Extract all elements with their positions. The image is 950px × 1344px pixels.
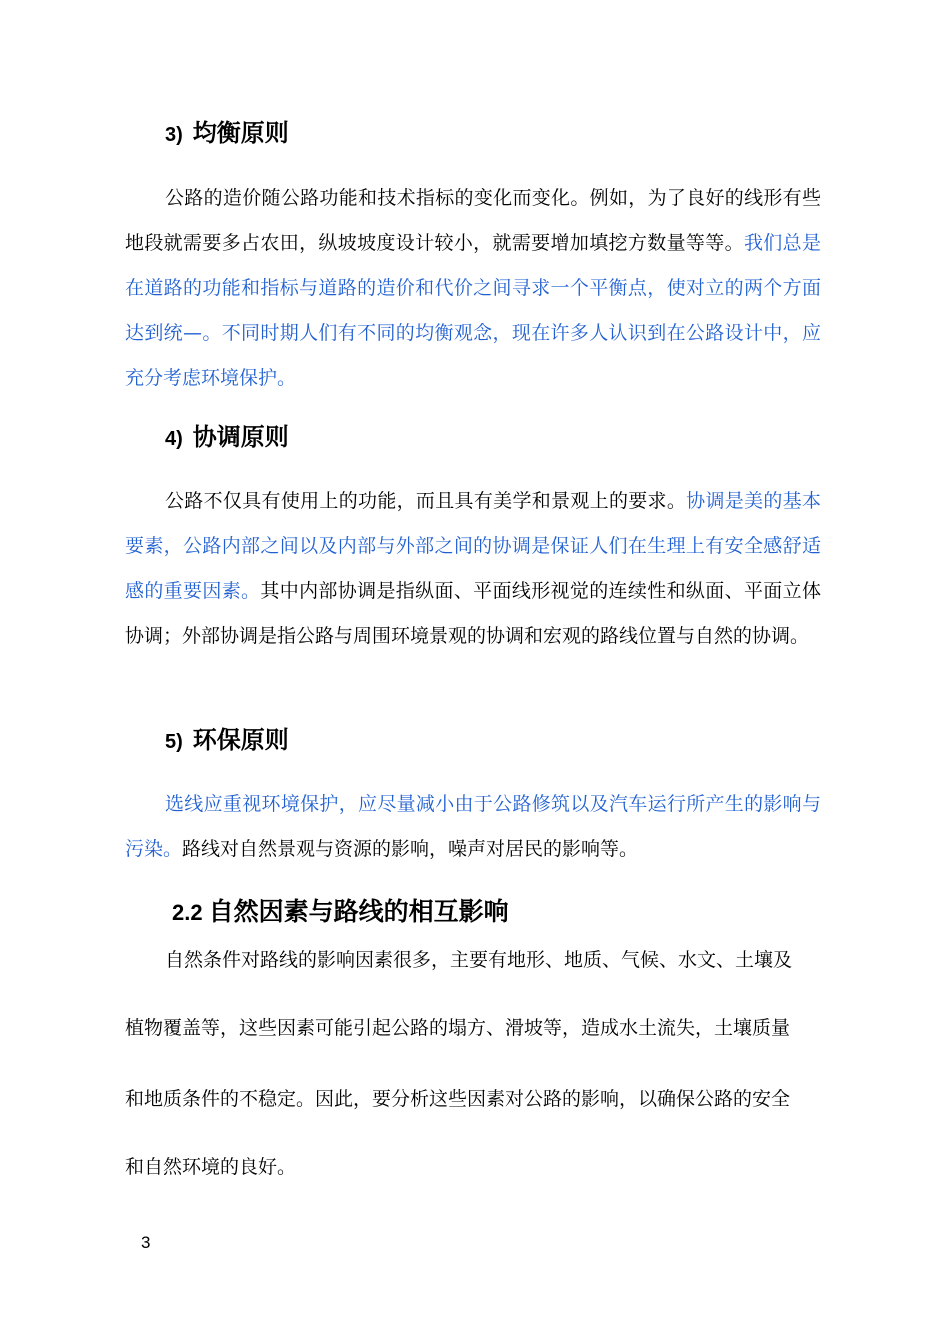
paragraph-line-1: 自然条件对路线的影响因素很多，主要有地形、地质、气候、水文、土壤及 [165,949,793,971]
paragraph-line-3: 和地质条件的不稳定。因此，要分析这些因素对公路的影响，以确保公路的安全 [125,1088,791,1110]
heading-environment-principle [165,725,289,757]
heading-coordination-principle [165,422,289,454]
heading-number: 5) [165,731,183,753]
paragraph-line-4: 和自然环境的良好。 [125,1156,297,1178]
section-title-2-2 [172,896,509,929]
paragraph-balance [125,176,821,401]
paragraph-text: 公路不仅具有使用上的功能，而且具有美学和景观上的要求。 [165,490,687,512]
paragraph-coordination [125,479,821,659]
heading-title: 均衡原则 [192,119,289,147]
page-number: 3 [141,1233,151,1252]
heading-title: 协调原则 [192,423,289,451]
section-title-text: 自然因素与路线的相互影响 [208,897,509,926]
heading-number: 3) [165,124,183,146]
paragraph-text: 公路的造价随公路功能和技术指标的变化而变化。例如，为了良好的线形有些地段就需要多占农田，纵坡坡度设计较小，就需要增加填挖方数量等等。 [125,187,821,254]
paragraph-text: 其中内部协调是指纵面、平面线形视觉的连续性和纵面、平面立体协调；外部协调是指公路与周围环境景观的协调和宏观的路线位置与自然的协调。 [125,580,821,647]
paragraph-highlight: 协调是美的基本要素，公路内部之间以及内部与外部之间的协调是保证人们在生理上有安全感舒适感的重要因素。 [125,490,821,602]
heading-balance-principle [165,118,289,150]
heading-number: 4) [165,428,183,450]
paragraph-highlight: 我们总是在道路的功能和指标与道路的造价和代价之间寻求一个平衡点，使对立的两个方面达到统—。不同时期人们有不同的均衡观念，现在许多人认识到在公路设计中，应充分考虑环境保护。 [125,232,821,389]
paragraph-line-2: 植物覆盖等，这些因素可能引起公路的塌方、滑坡等，造成水土流失，土壤质量 [125,1017,791,1039]
section-number: 2.2 [172,900,203,925]
paragraph-highlight: 选线应重视环境保护，应尽量减小由于公路修筑以及汽车运行所产生的影响与污染。 [125,793,821,860]
paragraph-environment [125,782,821,872]
paragraph-text: 路线对自然景观与资源的影响，噪声对居民的影响等。 [182,838,639,860]
heading-title: 环保原则 [192,726,289,754]
